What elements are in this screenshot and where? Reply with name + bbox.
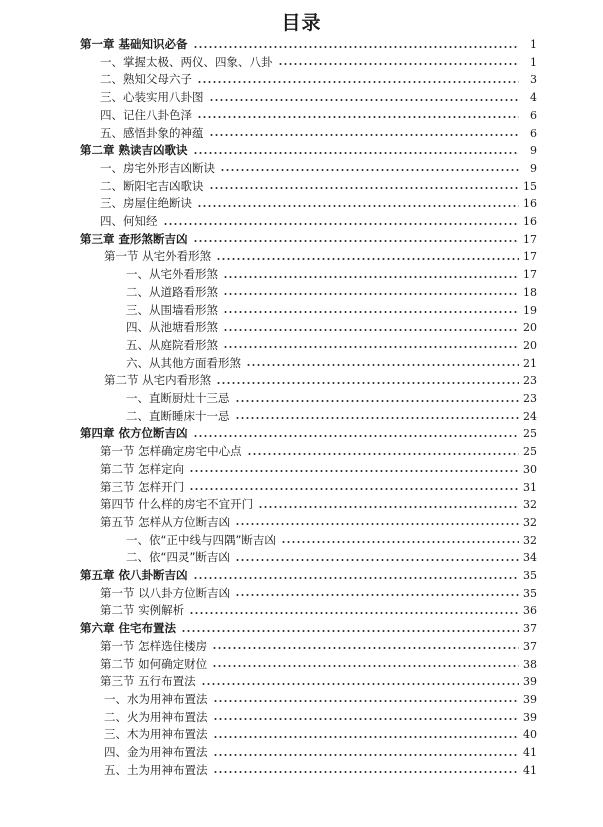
- toc-entry-page-number: 23: [523, 374, 537, 388]
- toc-entry-page-number: 31: [523, 480, 537, 494]
- toc-entry[interactable]: [100, 461, 537, 478]
- toc-entry-page-number: 6: [530, 108, 537, 122]
- toc-entry-label: 六、从其他方面看形煞: [126, 355, 244, 372]
- toc-entry-page-number: 37: [523, 639, 537, 653]
- toc-entry[interactable]: [80, 620, 537, 637]
- toc-entry-label: 第一节 从宅外看形煞: [104, 248, 214, 265]
- toc-entry[interactable]: [100, 178, 537, 195]
- toc-entry[interactable]: [104, 691, 537, 708]
- toc-entry[interactable]: [126, 532, 537, 549]
- dot-leader: [189, 488, 519, 490]
- dot-leader: [209, 134, 520, 136]
- toc-entry[interactable]: [100, 585, 537, 602]
- toc-entry-label: 第二节 从宅内看形煞: [104, 372, 214, 389]
- dot-leader: [235, 594, 519, 596]
- toc-entry[interactable]: [100, 213, 537, 230]
- toc-entry[interactable]: [100, 195, 537, 212]
- toc-entry-page-number: 41: [523, 746, 537, 759]
- toc-entry-page-number: 15: [523, 179, 537, 193]
- toc-entry-label: 二、熟知父母六子: [100, 71, 195, 88]
- toc-entry-page-number: 41: [523, 763, 537, 777]
- toc-entry-page-number: 30: [523, 462, 537, 476]
- dot-leader: [216, 382, 519, 384]
- toc-entry[interactable]: [126, 284, 537, 301]
- toc-entry-page-number: 16: [523, 197, 537, 211]
- dot-leader: [212, 665, 519, 667]
- dot-leader: [193, 435, 519, 437]
- dot-leader: [201, 683, 519, 685]
- toc-entry-page-number: 17: [523, 232, 537, 246]
- toc-entry[interactable]: [126, 319, 537, 336]
- toc-entry-page-number: 17: [523, 268, 537, 282]
- toc-entry[interactable]: [100, 673, 537, 690]
- toc-entry-page-number: 9: [530, 144, 537, 158]
- toc-entry[interactable]: [80, 142, 537, 159]
- toc-entry[interactable]: [104, 726, 537, 743]
- dot-leader: [223, 293, 519, 295]
- toc-entry-label: 三、从围墙看形煞: [126, 302, 221, 319]
- toc-entry-page-number: 6: [530, 126, 537, 140]
- toc-entry-page-number: 18: [523, 285, 537, 299]
- toc-entry-page-number: 40: [523, 728, 537, 742]
- toc-entry-page-number: 4: [530, 91, 537, 105]
- toc-entry[interactable]: [126, 390, 537, 407]
- toc-entry-page-number: 20: [523, 321, 537, 335]
- toc-entry-label: 第二节 如何确定财位: [100, 656, 210, 673]
- toc-entry-label: 三、心装实用八卦图: [100, 89, 207, 106]
- toc-entry-label: 第六章 住宅布置法: [80, 620, 179, 637]
- toc-entry-page-number: 37: [523, 622, 537, 636]
- toc-entry[interactable]: [100, 602, 537, 619]
- dot-leader: [193, 240, 519, 242]
- dot-leader: [235, 417, 520, 419]
- toc-entry-label: 五、感悟卦象的神蕴: [100, 125, 207, 142]
- dot-leader: [213, 771, 520, 773]
- toc-entry-label: 四、从池塘看形煞: [126, 319, 221, 336]
- toc-entry-label: 第一节 怎样确定房宅中心点: [100, 443, 245, 460]
- toc-entry-page-number: 9: [530, 161, 537, 175]
- toc-entry-label: 第二章 熟读吉凶歌诀: [80, 142, 191, 159]
- dot-leader: [163, 223, 520, 225]
- toc-entry[interactable]: [126, 302, 537, 319]
- toc-entry[interactable]: [100, 638, 537, 655]
- toc-entry-label: 第一节 以八卦方位断吉凶: [100, 585, 233, 602]
- toc-entry[interactable]: [104, 248, 537, 265]
- dot-leader: [189, 470, 519, 472]
- toc-entry-page-number: 1: [530, 38, 537, 51]
- dot-leader: [189, 612, 519, 614]
- toc-entry[interactable]: [100, 496, 537, 513]
- dot-leader: [197, 205, 519, 207]
- toc-entry-label: 一、依“正中线与四隅”断吉凶: [126, 532, 279, 549]
- dot-leader: [235, 523, 519, 525]
- dot-leader: [181, 630, 519, 632]
- toc-entry[interactable]: [100, 160, 537, 177]
- toc-entry[interactable]: [100, 71, 537, 88]
- dot-leader: [216, 258, 519, 260]
- toc-entry-label: 一、掌握太极、两仪、四象、八卦: [100, 54, 276, 71]
- toc-entry-page-number: 20: [523, 338, 537, 352]
- toc-entry-label: 二、从道路看形煞: [126, 284, 221, 301]
- dot-leader: [212, 647, 519, 649]
- toc-entry-label: 第四节 什么样的房宅不宜开门: [100, 496, 256, 513]
- toc-entry-label: 三、木为用神布置法: [104, 726, 211, 743]
- dot-leader: [209, 99, 520, 101]
- toc-entry[interactable]: [100, 443, 537, 460]
- dot-leader: [213, 736, 520, 738]
- toc-entry-page-number: 24: [523, 409, 537, 423]
- dot-leader: [220, 169, 519, 171]
- toc-entry-label: 第三章 查形煞断吉凶: [80, 231, 191, 248]
- toc-entry[interactable]: [126, 355, 537, 372]
- dot-leader: [213, 700, 520, 702]
- toc-entry[interactable]: [100, 656, 537, 673]
- dot-leader: [223, 346, 519, 348]
- toc-entry-page-number: 19: [523, 303, 537, 317]
- toc-entry-label: 第二节 实例解析: [100, 602, 187, 619]
- toc-entry-label: 四、金为用神布置法: [104, 744, 211, 761]
- toc-entry[interactable]: [100, 479, 537, 496]
- toc-entry-label: 第四章 依方位断吉凶: [80, 425, 191, 442]
- dot-leader: [193, 46, 519, 48]
- toc-entry-page-number: 39: [523, 710, 537, 724]
- toc-entry-label: 五、从庭院看形煞: [126, 337, 221, 354]
- toc-entry[interactable]: [80, 36, 537, 53]
- toc-entry-page-number: 17: [523, 250, 537, 264]
- toc-entry-page-number: 36: [523, 604, 537, 618]
- toc-entry-label: 第三节 五行布置法: [100, 673, 199, 690]
- dot-leader: [235, 559, 519, 561]
- toc-entry-label: 二、断阳宅吉凶歌诀: [100, 178, 207, 195]
- toc-entry-label: 三、房屋住绝断诀: [100, 195, 195, 212]
- dot-leader: [193, 577, 519, 579]
- toc-entry-page-number: 23: [523, 392, 537, 405]
- toc-entry-page-number: 32: [523, 515, 537, 529]
- dot-leader: [223, 311, 519, 313]
- toc-entry-label: 第五节 怎样从方位断吉凶: [100, 514, 233, 531]
- toc-entry-label: 一、直断厨灶十三忌: [126, 390, 233, 407]
- toc-entry-label: 第二节 怎样定向: [100, 461, 187, 478]
- toc-entry-label: 一、房宅外形吉凶断诀: [100, 160, 218, 177]
- toc-entry[interactable]: [104, 744, 537, 761]
- toc-entry-page-number: 35: [523, 586, 537, 600]
- toc-entry[interactable]: [80, 425, 537, 442]
- dot-leader: [197, 81, 519, 83]
- dot-leader: [235, 400, 520, 402]
- dot-leader: [258, 506, 519, 508]
- toc-entry-page-number: 32: [523, 533, 537, 547]
- toc-entry[interactable]: [104, 709, 537, 726]
- toc-entry-page-number: 39: [523, 675, 537, 689]
- dot-leader: [223, 276, 519, 278]
- toc-entry[interactable]: [100, 514, 537, 531]
- toc-entry[interactable]: [126, 337, 537, 354]
- toc-entry-page-number: 34: [523, 551, 537, 565]
- dot-leader: [247, 453, 519, 455]
- toc-entry[interactable]: [126, 549, 537, 566]
- toc-entry-page-number: 21: [523, 356, 537, 370]
- toc-entry-page-number: 3: [530, 73, 537, 87]
- toc-entry[interactable]: [100, 89, 537, 106]
- dot-leader: [209, 187, 520, 189]
- toc-entry[interactable]: [100, 125, 537, 142]
- toc-entry[interactable]: [100, 107, 537, 124]
- toc-entry-page-number: 1: [530, 55, 537, 69]
- toc-entry[interactable]: [104, 762, 537, 779]
- toc-entry-label: 第一节 怎样选住楼房: [100, 638, 210, 655]
- toc-entry[interactable]: [100, 54, 537, 71]
- dot-leader: [223, 329, 519, 331]
- toc-entry-page-number: 32: [523, 498, 537, 512]
- toc-entry-label: 第五章 依八卦断吉凶: [80, 567, 191, 584]
- dot-leader: [281, 541, 519, 543]
- toc-entry[interactable]: [126, 266, 537, 283]
- toc-entry-page-number: 38: [523, 657, 537, 671]
- dot-leader: [197, 116, 519, 118]
- toc-entry[interactable]: [80, 567, 537, 584]
- toc-entry-page-number: 25: [523, 445, 537, 459]
- toc-entry-label: 第一章 基础知识必备: [80, 36, 191, 53]
- toc-entry-label: 第三节 怎样开门: [100, 479, 187, 496]
- toc-entry-page-number: 25: [523, 427, 537, 441]
- toc-entry-page-number: 39: [523, 692, 537, 706]
- toc-entry-label: 二、依“四灵”断吉凶: [126, 549, 233, 566]
- toc-entry[interactable]: [80, 231, 537, 248]
- toc-entry-label: 四、记住八卦色泽: [100, 107, 195, 124]
- toc-entry-label: 一、从宅外看形煞: [126, 266, 221, 283]
- dot-leader: [193, 152, 519, 154]
- toc-entry-page-number: 35: [523, 569, 537, 582]
- toc-entry-page-number: 16: [523, 215, 537, 228]
- toc-entry-label: 五、土为用神布置法: [104, 762, 211, 779]
- toc-entry[interactable]: [104, 372, 537, 389]
- toc-entry-label: 二、直断睡床十一忌: [126, 408, 233, 425]
- toc-entry-label: 四、何知经: [100, 213, 161, 230]
- dot-leader: [278, 63, 520, 65]
- toc-entry-label: 二、火为用神布置法: [104, 709, 211, 726]
- dot-leader: [213, 718, 520, 720]
- dot-leader: [213, 754, 520, 756]
- dot-leader: [246, 364, 519, 366]
- page-title: 目录: [281, 12, 322, 34]
- toc-entry[interactable]: [126, 408, 537, 425]
- toc-entry-label: 一、水为用神布置法: [104, 691, 211, 708]
